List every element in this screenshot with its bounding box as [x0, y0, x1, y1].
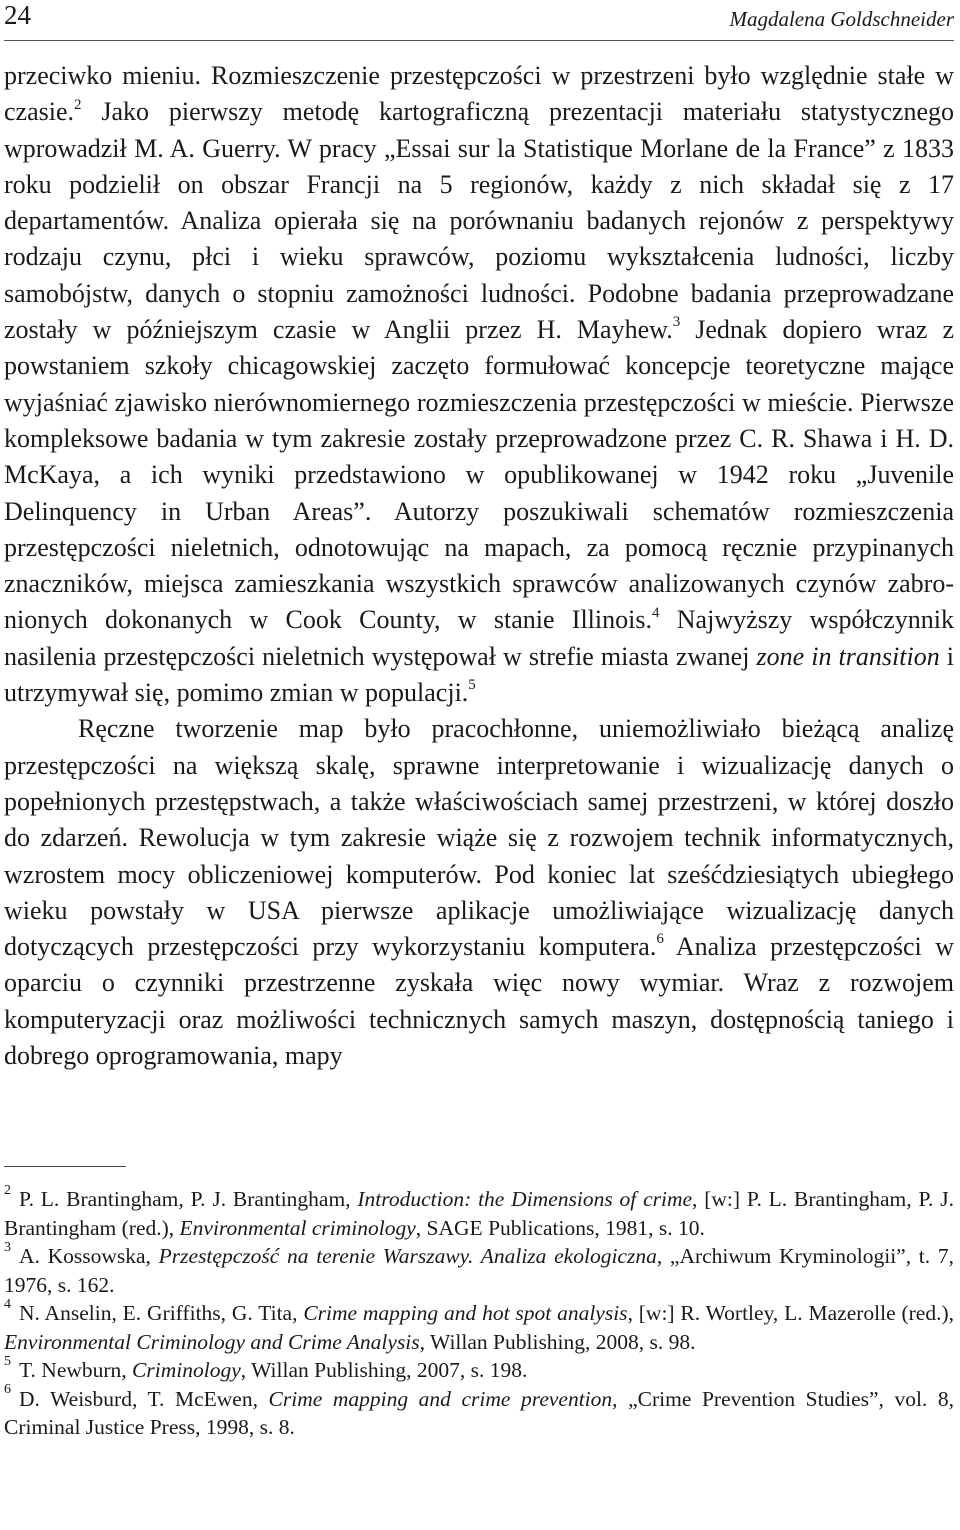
- footnote-title: Environmental Criminology and Crime Analysis: [4, 1329, 420, 1354]
- page-number: 24: [4, 0, 31, 30]
- footnote-title: Przestępczość na terenie Warszawy. Analiza ekologiczna: [158, 1244, 657, 1268]
- footnote-text: , „Archiwum Kryminologii”, t. 7, 1976, s. 162.: [4, 1244, 954, 1297]
- footnote-text: , Willan Publishing, 2008, s. 98.: [419, 1329, 696, 1354]
- footnote-6: [4, 1382, 954, 1442]
- text-run: Jednak dopiero wraz z powstaniem szkoły chicagowskiej zaczęto formułować koncepcje teoretyczne mające wyjaśniać zjawisko nierównomiernego rozmieszczenia przestępczości w mieście. Pierwsze kompleksowe badania w tym zakresie zostały przeprowadzone przez C. R. Shawa i H. D. McKaya, a ich wyniki przedstawiono w opublikowanej w 1942 roku „Juvenile Delinquency in Urban Areas”. Autorzy poszukiwali schematów rozmieszczenia przestępczości nieletnich, odnotowując na mapach, za pomocą ręcznie przypinanych znaczników, miejsca zamieszkania wszystkich sprawców analizowanych czynów zabronionych dokonanych w Cook County, w stanie Illinois.: [4, 315, 954, 635]
- footnote-text: T. Newburn,: [19, 1358, 133, 1382]
- paragraph-1: [4, 58, 954, 711]
- footnote-number: 6: [4, 1382, 11, 1398]
- footnote-ref-4[interactable]: 4: [651, 604, 660, 621]
- footnote-title: Criminology: [132, 1358, 241, 1382]
- text-run: Ręczne tworzenie map było pracochłonne, uniemożliwiało bieżącą analizę przestępczości na większą skalę, sprawne interpretowanie i wizualizację danych o popełnionych przestępstwach, a także właściwościach samej przestrzeni, w której doszło do zdarzeń. Rewolucja w tym zakresie wiąże się z rozwojem technik informatycznych, wzrostem mocy obliczeniowej komputerów. Pod koniec lat sześćdziesiątych ubiegłego wieku powstały w USA pierwsze aplikacje umożliwiające wizualizację danych dotyczących przestępczości przy wykorzystaniu komputera.: [4, 714, 954, 962]
- footnote-text: , Willan Publishing, 2007, s. 198.: [240, 1358, 528, 1382]
- footnote-4: [4, 1296, 954, 1356]
- footnote-text: D. Weisburd, T. McEwen,: [19, 1386, 269, 1411]
- footnote-number: 3: [4, 1239, 11, 1255]
- footnote-text: , [w:] P. L. Brantingham, P. J. Brantingham (red.),: [4, 1187, 954, 1240]
- paragraph-2: [4, 711, 954, 1074]
- footnote-ref-6[interactable]: 6: [656, 931, 664, 948]
- text-run: Analiza przestępczości w oparciu o czynniki przestrzenne zyskała więc nowy wymiar. Wraz z rozwojem komputeryzacji oraz możliwości technicznych samych maszyn, dostępnością taniego i dobrego oprogramowania, mapy: [4, 932, 954, 1071]
- text-run: Najwyższy współczynnik nasilenia przestępczości nieletnich występował w strefie miasta zwanej: [4, 605, 955, 671]
- footnote-text: N. Anselin, E. Griffiths, G. Tita,: [19, 1301, 304, 1325]
- italic-term: zone in transition: [756, 641, 940, 671]
- footnote-title: Introduction: the Dimensions of crime: [357, 1187, 693, 1211]
- footnote-separator: [4, 1166, 126, 1167]
- footnote-number: 4: [4, 1296, 11, 1312]
- footnote-title: Crime mapping and crime prevention: [268, 1386, 613, 1411]
- footnote-3: [4, 1239, 954, 1299]
- footnote-number: 5: [4, 1353, 11, 1369]
- text-run: przeciwko mieniu. Rozmieszczenie przestępczości w przestrzeni było względnie stałe w czasie.: [4, 61, 954, 127]
- footnote-ref-2[interactable]: 2: [74, 96, 82, 113]
- footnote-text: , „Crime Prevention Studies”, vol. 8, Criminal Justice Press, 1998, s. 8.: [4, 1386, 954, 1439]
- body-text: [4, 58, 954, 1074]
- text-run: Jako pierwszy metodę kartograficzną prezentacji materiału statystycznego wprowadził M. A. Guerry. W pracy „Essai sur la Statistique Morlane de la France” z 1833 roku podzielił on obszar Francji na 5 regionów, każdy z nich składał się z 17 departamentów. Analiza opierała się na porównaniu badanych rejonów z perspektywy rodzaju czynu, płci i wieku sprawców, poziomu wykształcenia ludności, liczby samobójstw, danych o stopniu zamożności ludności. Podobne badania przeprowadzane zostały w późniejszym czasie w Anglii przez H. Mayhew.: [4, 97, 954, 345]
- footnote-number: 2: [4, 1182, 11, 1198]
- footnote-title: Crime mapping and hot spot analysis: [303, 1301, 628, 1325]
- running-head-author: Magdalena Goldschneider: [729, 7, 954, 31]
- footnote-text: , SAGE Publications, 1981, s. 10.: [415, 1215, 705, 1240]
- footnote-5: [4, 1353, 954, 1385]
- footnote-text: A. Kossowska,: [19, 1244, 159, 1268]
- document-page: [4, 0, 954, 1530]
- footnote-ref-3[interactable]: 3: [672, 314, 681, 331]
- page-header: [4, 0, 954, 41]
- footnotes: [4, 1182, 954, 1442]
- footnote-text: , [w:] R. Wortley, L. Mazerolle (red.),: [627, 1301, 954, 1325]
- footnote-2: [4, 1182, 954, 1242]
- footnote-ref-5[interactable]: 5: [468, 677, 476, 694]
- footnote-title: Environmental criminology: [179, 1215, 416, 1240]
- text-run: i utrzymywał się, pomimo zmian w populacji.: [4, 641, 955, 708]
- footnote-text: P. L. Brantingham, P. J. Brantingham,: [19, 1187, 358, 1211]
